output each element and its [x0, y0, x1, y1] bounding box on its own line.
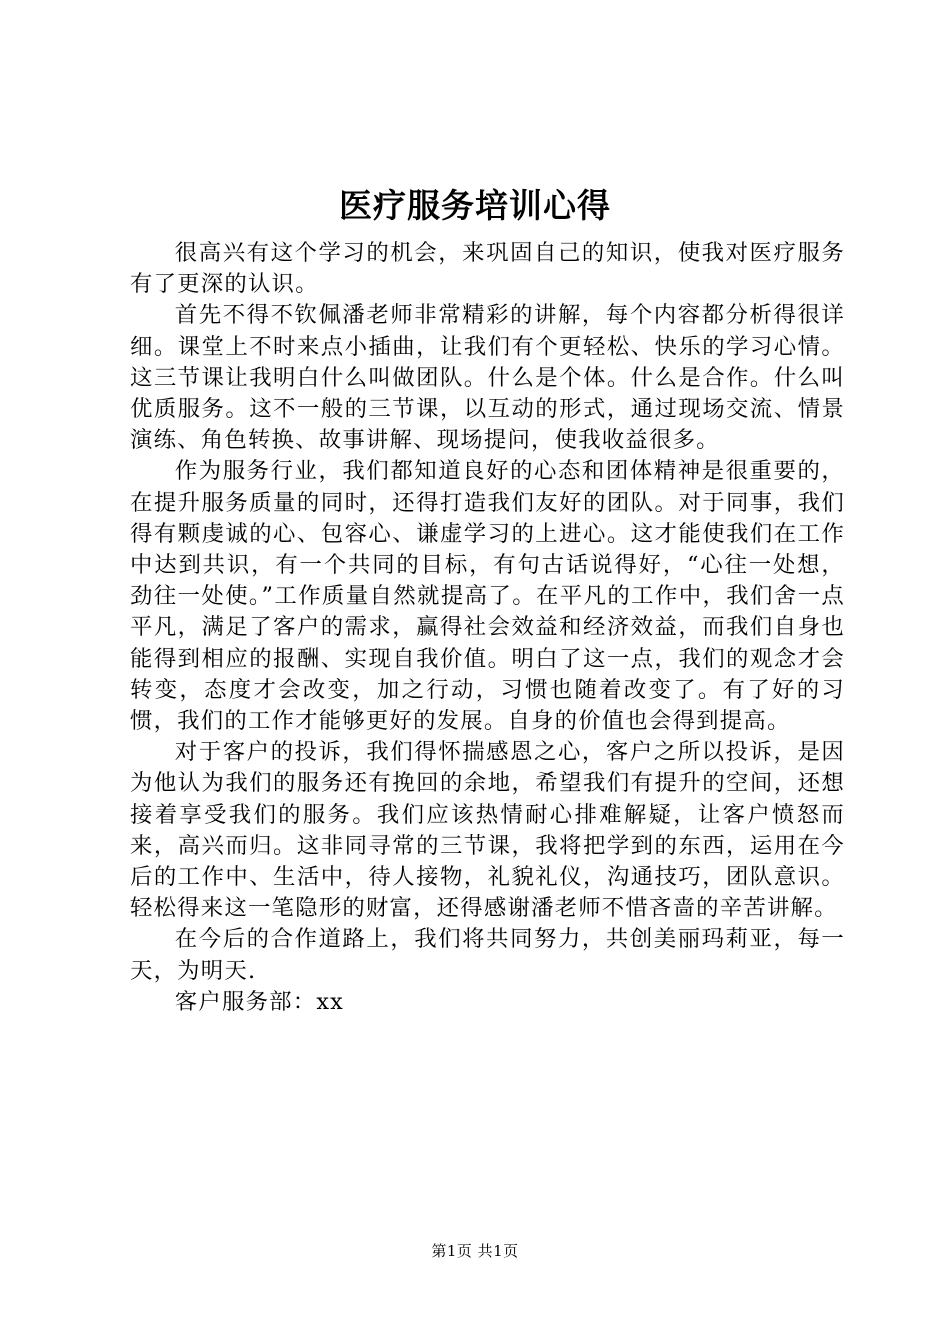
paragraph-teacher-praise: 首先不得不钦佩潘老师非常精彩的讲解，每个内容都分析得很详细。课堂上不时来点小插曲，让我们有个更轻松、快乐的学习心情。这三节课让我明白什么叫做团队。什么是个体。什么是合作。什么叫优质服务。这不一般的三节课，以互动的形式，通过现场交流、情景演练、角色转换、故事讲解、现场提问，使我收益很多。 [130, 302, 845, 454]
page-footer: 第1页 共1页 [431, 1242, 519, 1260]
document-body [130, 238, 845, 1018]
document-title: 医疗服务培训心得 [339, 186, 611, 225]
paragraph-closing: 在今后的合作道路上，我们将共同努力，共创美丽玛莉亚，每一天，为明天. [130, 926, 845, 984]
paragraph-intro: 很高兴有这个学习的机会，来巩固自己的知识，使我对医疗服务有了更深的认识。 [130, 240, 845, 298]
paragraph-customer-complaints: 对于客户的投诉，我们得怀揣感恩之心，客户之所以投诉，是因为他认为我们的服务还有挽回的余地，希望我们有提升的空间，还想接着享受我们的服务。我们应该热情耐心排难解疑，让客户愤怒而来，高兴而归。这非同寻常的三节课，我将把学到的东西，运用在今后的工作中、生活中，待人接物，礼貌礼仪，沟通技巧，团队意识。轻松得来这一笔隐形的财富，还得感谢潘老师不惜吝啬的辛苦讲解。 [130, 739, 845, 922]
signature-line: 客户服务部：xx [174, 988, 344, 1015]
paragraph-team-spirit: 作为服务行业，我们都知道良好的心态和团体精神是很重要的，在提升服务质量的同时，还得打造我们友好的团队。对于同事，我们得有颗虔诚的心、包容心、谦虚学习的上进心。这才能使我们在工作中达到共识，有一个共同的目标，有句古话说得好，“心往一处想，劲往一处使。”工作质量自然就提高了。在平凡的工作中，我们舍一点平凡，满足了客户的需求，赢得社会效益和经济效益，而我们自身也能得到相应的报酬、实现自我价值。明白了这一点，我们的观念才会转变，态度才会改变，加之行动，习惯也随着改变了。有了好的习惯，我们的工作才能够更好的发展。自身的价值也会得到提高。 [130, 458, 845, 735]
